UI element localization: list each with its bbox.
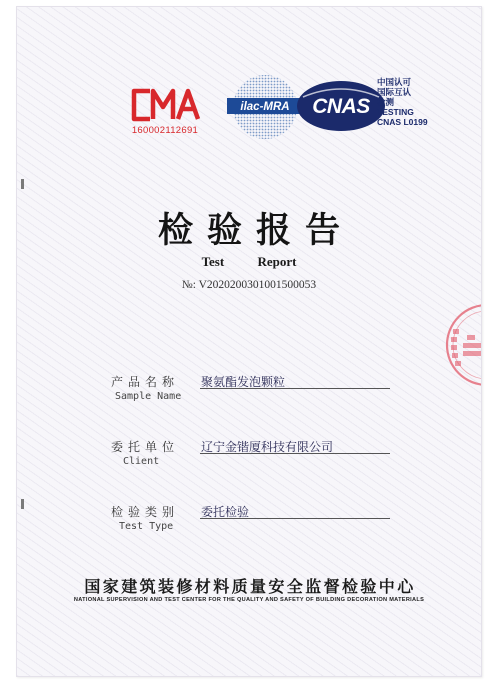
sample-name-value: 聚氨酯发泡颗粒 xyxy=(201,375,286,389)
official-seal-stamp xyxy=(441,299,482,391)
field-underline xyxy=(200,518,390,519)
cnas-caption-line: 中国认可 xyxy=(377,77,412,87)
report-cover xyxy=(16,6,482,677)
cnas-caption-line: CNAS L0199 xyxy=(377,117,428,127)
cnas-caption-line: 国际互认 xyxy=(377,87,412,97)
sample-name-label-en: Sample Name xyxy=(115,391,182,402)
client-value: 辽宁金锴厦科技有限公司 xyxy=(201,440,334,454)
cma-number: 160002112691 xyxy=(131,125,199,136)
test-type-label-en: Test Type xyxy=(119,521,174,532)
test-type-value: 委托检验 xyxy=(201,505,250,519)
cnas-caption-line: 检测 xyxy=(377,97,395,107)
issuer-name: 国家建筑装修材料质量安全监督检验中心 xyxy=(84,577,416,596)
binding-mark xyxy=(21,499,24,509)
binding-mark xyxy=(21,179,24,189)
page-subtitle: Test Report xyxy=(201,254,297,269)
cnas-text: CNAS xyxy=(312,95,370,118)
sample-name-label: 产品名称 xyxy=(111,375,180,389)
cnas-caption xyxy=(377,77,457,127)
client-label: 委托单位 xyxy=(111,440,180,454)
field-underline xyxy=(200,453,390,454)
field-underline xyxy=(200,388,390,389)
cnas-caption-line: TESTING xyxy=(377,107,414,117)
test-type-label: 检验类别 xyxy=(111,505,180,519)
ilac-mra-text: ilac-MRA xyxy=(240,101,290,113)
client-label-en: Client xyxy=(123,456,160,467)
report-number: №: V2020200301001500053 xyxy=(181,279,317,291)
issuer-name-en: NATIONAL SUPERVISION AND TEST CENTER FOR THE QUALITY AND SAFETY OF BUILDING DECORATION MATERIALS xyxy=(73,597,425,603)
page-title: 检验报告 xyxy=(157,211,354,251)
